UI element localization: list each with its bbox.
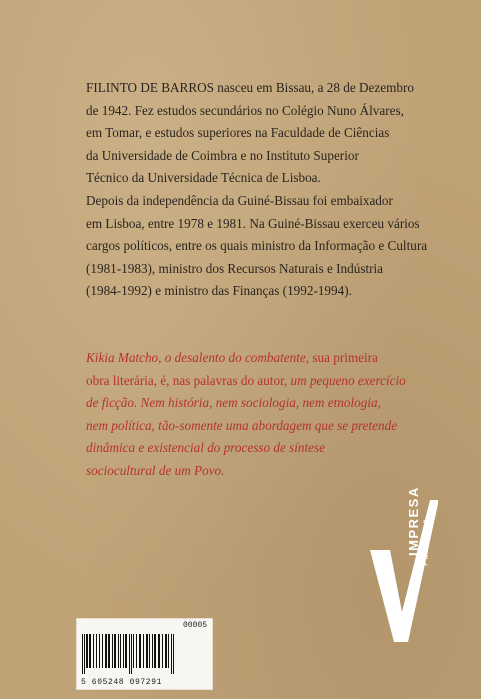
barcode-bars bbox=[79, 634, 210, 674]
barcode-bar bbox=[123, 634, 124, 668]
barcode-bar bbox=[114, 634, 116, 668]
publisher-subtitle: Publishing bbox=[420, 518, 430, 566]
author-quote-italic: um pequeno exercício bbox=[290, 372, 406, 388]
barcode-bar bbox=[152, 634, 153, 668]
barcode-bar bbox=[86, 634, 88, 668]
barcode-bar bbox=[93, 634, 94, 668]
bio-line: FILINTO DE BARROS nasceu em Bissau, a 28 de Dezembro bbox=[86, 80, 414, 95]
barcode-bar bbox=[136, 634, 137, 668]
barcode-bar bbox=[131, 634, 132, 674]
barcode-bar bbox=[99, 634, 100, 668]
book-description bbox=[86, 347, 458, 483]
barcode-bar bbox=[125, 634, 127, 668]
barcode-bar bbox=[139, 634, 141, 668]
description-line: nem política, tão-somente uma abordagem que se pretende bbox=[86, 417, 398, 433]
impresa-publishing-logo-icon bbox=[368, 494, 438, 644]
bio-line: (1984-1992) e ministro das Finanças (1992-1994). bbox=[86, 283, 352, 299]
bio-line: Técnico da Universidade Técnica de Lisboa. bbox=[86, 170, 321, 186]
bio-line: da Universidade de Coimbra e no Instituto Superior bbox=[86, 147, 359, 163]
barcode bbox=[76, 618, 213, 690]
bio-line: em Tomar, e estudos superiores na Faculdade de Ciências bbox=[86, 125, 390, 141]
barcode-bar bbox=[108, 634, 110, 668]
barcode-bar bbox=[165, 634, 167, 668]
bio-line: Depois da independência da Guiné-Bissau foi embaixador bbox=[86, 192, 393, 208]
barcode-bar bbox=[105, 634, 107, 668]
bio-line: cargos políticos, entre os quais ministro da Informação e Cultura bbox=[86, 238, 428, 254]
barcode-bar bbox=[82, 634, 83, 674]
book-title-italic: Kikia Matcho, o desalento do combatente bbox=[86, 350, 306, 365]
barcode-bar bbox=[96, 634, 97, 668]
description-text: obra literária, é, nas palavras do autor, bbox=[86, 372, 291, 388]
barcode-bar bbox=[146, 634, 148, 668]
barcode-bar bbox=[149, 634, 150, 668]
bio-line: em Lisboa, entre 1978 e 1981. Na Guiné-Bissau exerceu vários bbox=[86, 215, 420, 231]
description-line bbox=[86, 347, 458, 370]
description-line: dinâmica e existencial do processo de síntese bbox=[86, 440, 326, 456]
barcode-bar bbox=[84, 634, 85, 674]
barcode-bar bbox=[168, 634, 169, 668]
barcode-bar bbox=[133, 634, 134, 668]
barcode-bar bbox=[129, 634, 130, 674]
publisher-name: IMPRESA bbox=[406, 486, 421, 556]
barcode-addon-number: 00005 bbox=[182, 621, 207, 630]
barcode-bar bbox=[143, 634, 144, 668]
barcode-bar bbox=[154, 634, 156, 668]
barcode-bar bbox=[102, 634, 103, 668]
barcode-number: 5 605248 097291 bbox=[81, 678, 163, 687]
description-line: sociocultural de um Povo. bbox=[86, 462, 225, 478]
bio-line: (1981-1983), ministro dos Recursos Naturais e Indústria bbox=[86, 260, 384, 276]
barcode-bar bbox=[112, 634, 113, 668]
barcode-bar bbox=[120, 634, 121, 668]
barcode-bar bbox=[158, 634, 160, 668]
barcode-bar bbox=[173, 634, 174, 674]
bio-line: de 1942. Fez estudos secundários no Colégio Nuno Álvares, bbox=[86, 102, 404, 118]
author-biography bbox=[86, 77, 458, 303]
barcode-bar bbox=[171, 634, 172, 674]
barcode-bar bbox=[89, 634, 91, 668]
description-text: , sua primeira bbox=[305, 350, 378, 365]
barcode-bar bbox=[162, 634, 163, 668]
description-line: de ficção. Nem história, nem sociologia, nem etnologia, bbox=[86, 395, 381, 411]
barcode-bar bbox=[118, 634, 119, 668]
description-line bbox=[86, 370, 458, 393]
